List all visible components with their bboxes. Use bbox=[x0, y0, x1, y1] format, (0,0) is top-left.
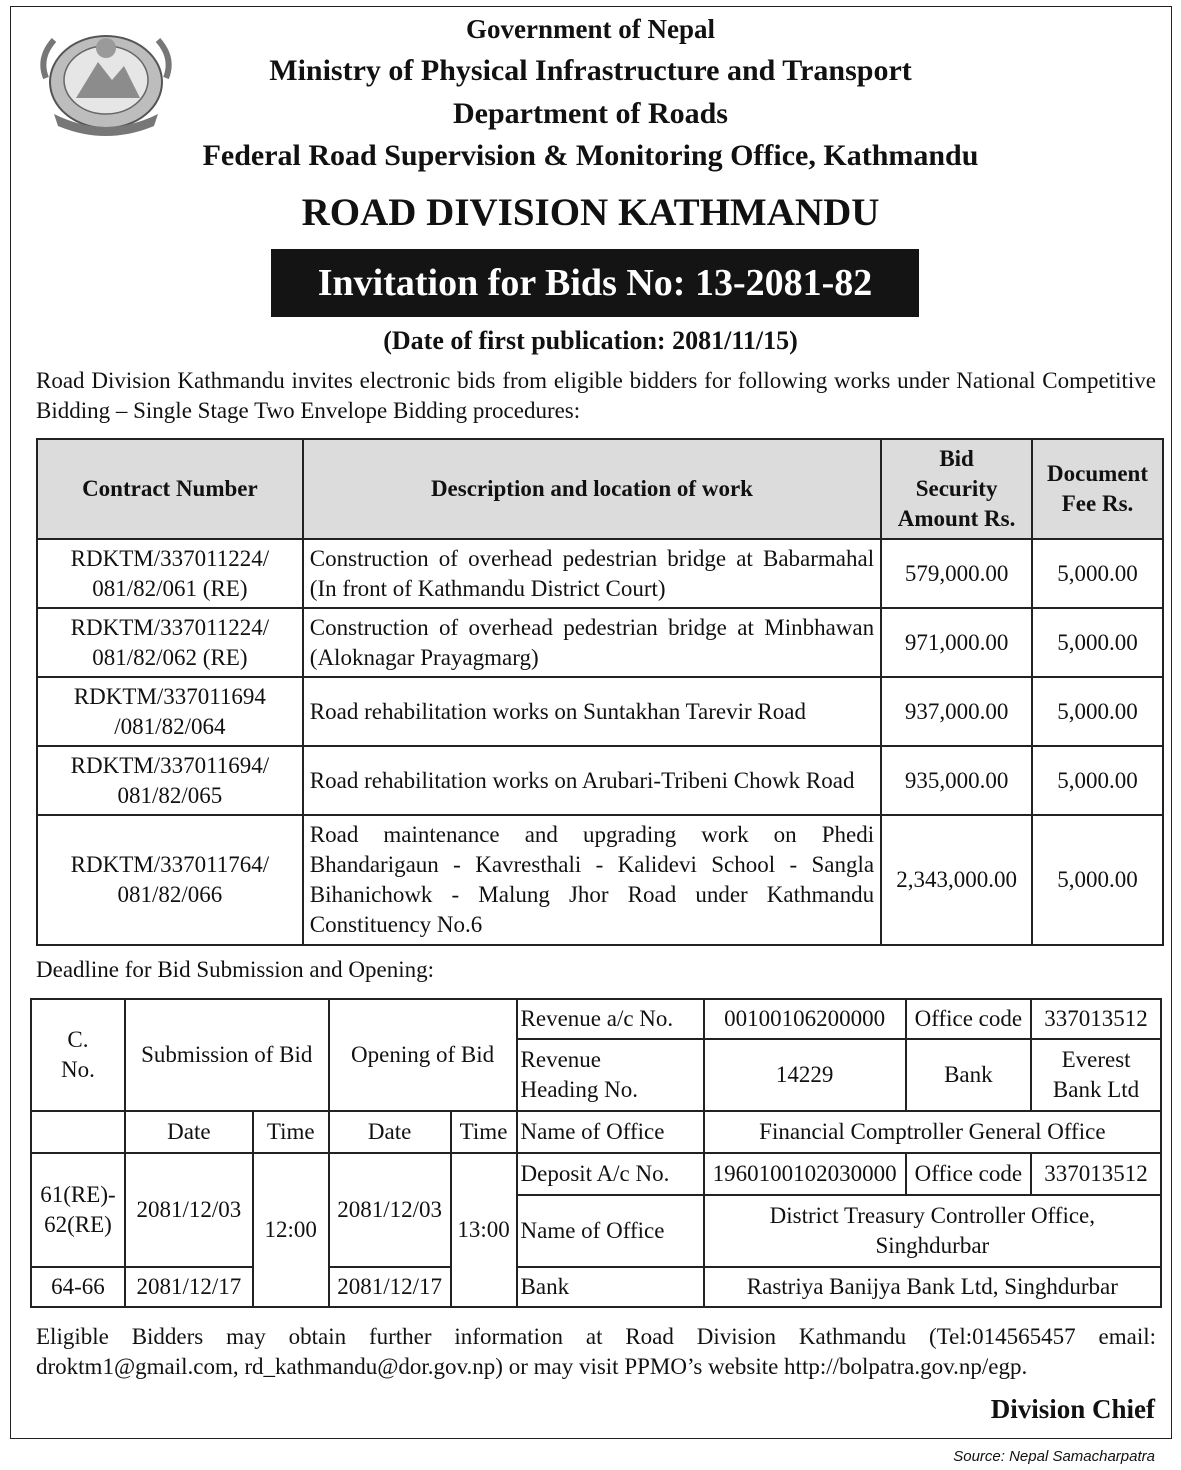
table-row bbox=[31, 1111, 1161, 1153]
contract-line2: 081/82/066 bbox=[117, 882, 223, 907]
revenue-ac-label: Revenue a/c No. bbox=[517, 999, 704, 1039]
deadline-table bbox=[30, 998, 1162, 1308]
c-no-value-line2: 62(RE) bbox=[44, 1212, 112, 1237]
table-row bbox=[37, 815, 1163, 945]
sub-date-value: 2081/12/03 bbox=[125, 1153, 253, 1267]
contract-line1: RDKTM/337011764/ bbox=[70, 852, 270, 877]
doc-fee: 5,000.00 bbox=[1032, 539, 1163, 608]
sub-date-header: Date bbox=[125, 1111, 253, 1153]
deposit-ac-value: 1960100102030000 bbox=[704, 1153, 906, 1195]
office-heading: Federal Road Supervision & Monitoring Office, Kathmandu bbox=[202, 139, 979, 172]
header-doc-fee-line1: Document bbox=[1047, 461, 1148, 486]
bid-security: 935,000.00 bbox=[881, 746, 1032, 815]
contract-number bbox=[37, 815, 303, 945]
contract-line1: RDKTM/337011224/ bbox=[70, 545, 270, 571]
office-code-value: 337013512 bbox=[1031, 1153, 1161, 1195]
contract-line1: RDKTM/337011694/ bbox=[70, 752, 270, 778]
bank-label: Bank bbox=[906, 1039, 1032, 1111]
bank-value: Rastriya Banijya Bank Ltd, Singhdurbar bbox=[704, 1267, 1161, 1307]
name-office-label: Name of Office bbox=[517, 1195, 704, 1267]
table-row bbox=[37, 608, 1163, 677]
revenue-heading-label-line1: Revenue bbox=[520, 1047, 601, 1072]
contract-number bbox=[37, 539, 303, 608]
table-row bbox=[37, 539, 1163, 608]
open-time-header: Time bbox=[451, 1111, 517, 1153]
name-office-label: Name of Office bbox=[517, 1111, 704, 1153]
c-no-line2: No. bbox=[61, 1057, 95, 1082]
doc-fee: 5,000.00 bbox=[1032, 746, 1163, 815]
contract-line1: RDKTM/337011224/ bbox=[70, 614, 270, 640]
contract-line2: 081/82/065 bbox=[117, 782, 223, 808]
work-description: Road rehabilitation works on Suntakhan Tarevir Road bbox=[303, 677, 881, 746]
contract-number bbox=[37, 677, 303, 746]
open-date-value: 2081/12/03 bbox=[329, 1153, 451, 1267]
contract-number bbox=[37, 746, 303, 815]
name-office-value-line2: Singhdurbar bbox=[875, 1233, 990, 1258]
contact-paragraph: Eligible Bidders may obtain further information at Road Division Kathmandu (Tel:014565457 email: droktm1@gmail.com, rd_kathmandu@dor.gov.np) or may visit PPMO’s website http://bolpatra.gov.np/egp. bbox=[36, 1324, 1156, 1379]
office-code-label: Office code bbox=[906, 999, 1032, 1039]
signatory: Division Chief bbox=[990, 1394, 1155, 1424]
c-no-subheader bbox=[31, 1111, 125, 1153]
work-description: Road maintenance and upgrading work on Phedi Bhandarigaun - Kavresthali - Kalidevi School - Sangla Bihanichowk - Malung Jhor Road under Kathmandu Constituency No.6 bbox=[303, 815, 881, 945]
contract-number bbox=[37, 608, 303, 677]
doc-fee: 5,000.00 bbox=[1032, 608, 1163, 677]
name-office-value-line1: District Treasury Controller Office, bbox=[769, 1203, 1096, 1228]
revenue-heading-label bbox=[517, 1039, 704, 1111]
division-heading: ROAD DIVISION KATHMANDU bbox=[301, 191, 880, 234]
c-no-value: 64-66 bbox=[31, 1267, 125, 1307]
ifb-title: Invitation for Bids No: 13-2081-82 bbox=[271, 249, 919, 317]
department-heading: Department of Roads bbox=[453, 97, 728, 130]
doc-fee: 5,000.00 bbox=[1032, 815, 1163, 945]
publication-date: (Date of first publication: 2081/11/15) bbox=[383, 326, 798, 355]
header-bid-security-line2: Security bbox=[915, 476, 998, 501]
header-description: Description and location of work bbox=[303, 439, 881, 539]
header-bid-security-line1: Bid bbox=[939, 446, 974, 471]
office-code-label: Office code bbox=[906, 1153, 1032, 1195]
bank-value-line2: Bank Ltd bbox=[1052, 1077, 1140, 1102]
header-doc-fee-line2: Fee Rs. bbox=[1061, 491, 1134, 516]
bid-security: 2,343,000.00 bbox=[881, 815, 1032, 945]
table-row bbox=[31, 1267, 1161, 1307]
contract-line2: 081/82/062 (RE) bbox=[92, 644, 248, 670]
table-row bbox=[37, 746, 1163, 815]
c-no-header bbox=[31, 999, 125, 1111]
doc-fee: 5,000.00 bbox=[1032, 677, 1163, 746]
revenue-heading-label-line2: Heading No. bbox=[520, 1077, 639, 1102]
works-table bbox=[36, 438, 1164, 946]
deposit-ac-label: Deposit A/c No. bbox=[517, 1153, 704, 1195]
table-row bbox=[31, 999, 1161, 1039]
open-date-header: Date bbox=[329, 1111, 451, 1153]
c-no-value bbox=[31, 1153, 125, 1267]
revenue-ac-value: 00100106200000 bbox=[704, 999, 906, 1039]
c-no-value-line1: 61(RE)- bbox=[40, 1182, 116, 1207]
deadline-label: Deadline for Bid Submission and Opening: bbox=[36, 957, 434, 982]
header-bid-security bbox=[881, 439, 1032, 539]
contract-line2: /081/82/064 bbox=[114, 713, 226, 739]
open-date-value: 2081/12/17 bbox=[329, 1267, 451, 1307]
bid-security: 971,000.00 bbox=[881, 608, 1032, 677]
open-time-value: 13:00 bbox=[451, 1153, 517, 1307]
submission-header: Submission of Bid bbox=[125, 999, 329, 1111]
ministry-heading: Ministry of Physical Infrastructure and Transport bbox=[269, 54, 912, 87]
header-doc-fee bbox=[1032, 439, 1163, 539]
sub-time-header: Time bbox=[253, 1111, 329, 1153]
c-no-line1: C. bbox=[67, 1027, 89, 1052]
header-contract: Contract Number bbox=[37, 439, 303, 539]
opening-header: Opening of Bid bbox=[329, 999, 517, 1111]
revenue-heading-value: 14229 bbox=[704, 1039, 906, 1111]
bank-label: Bank bbox=[517, 1267, 704, 1307]
contract-line1: RDKTM/337011694 bbox=[73, 683, 266, 709]
office-code-value: 337013512 bbox=[1031, 999, 1161, 1039]
contract-line2: 081/82/061 (RE) bbox=[92, 575, 248, 601]
bid-security: 937,000.00 bbox=[881, 677, 1032, 746]
header-bid-security-line3: Amount Rs. bbox=[897, 506, 1016, 531]
table-row bbox=[37, 677, 1163, 746]
works-table-header bbox=[37, 439, 1163, 539]
name-office-value: Financial Comptroller General Office bbox=[704, 1111, 1161, 1153]
sub-date-value: 2081/12/17 bbox=[125, 1267, 253, 1307]
bank-value-line1: Everest bbox=[1061, 1047, 1131, 1072]
bank-value bbox=[1031, 1039, 1161, 1111]
sub-time-value: 12:00 bbox=[253, 1153, 329, 1307]
work-description: Road rehabilitation works on Arubari-Tribeni Chowk Road bbox=[303, 746, 881, 815]
table-row bbox=[31, 1153, 1161, 1195]
intro-paragraph: Road Division Kathmandu invites electronic bids from eligible bidders for following works under National Competitive Bidding – Single Stage Two Envelope Bidding procedures: bbox=[36, 368, 1156, 423]
work-description: Construction of overhead pedestrian bridge at Babarmahal (In front of Kathmandu District Court) bbox=[303, 539, 881, 608]
work-description: Construction of overhead pedestrian bridge at Minbhawan (Aloknagar Prayagmarg) bbox=[303, 608, 881, 677]
bid-security: 579,000.00 bbox=[881, 539, 1032, 608]
name-office-value bbox=[704, 1195, 1161, 1267]
govt-heading: Government of Nepal bbox=[466, 14, 715, 44]
source-credit: Source: Nepal Samacharpatra bbox=[953, 1448, 1155, 1465]
